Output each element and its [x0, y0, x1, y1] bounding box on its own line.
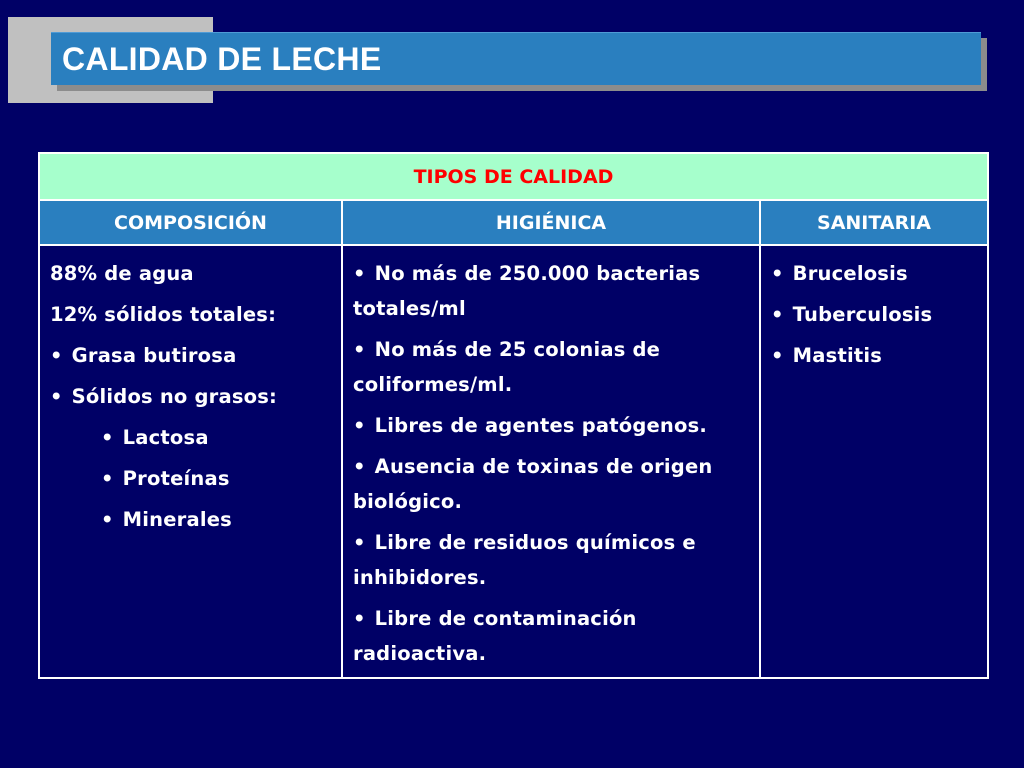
list-item-text: Ausencia de toxinas de origen biológico.: [353, 455, 713, 513]
list-item-text: Libres de agentes patógenos.: [374, 414, 708, 437]
column-header-higienica: HIGIÉNICA: [342, 200, 760, 245]
bullet-icon: •: [101, 467, 114, 490]
list-item-text: Minerales: [122, 508, 232, 531]
table-header-tipos: TIPOS DE CALIDAD: [39, 153, 988, 200]
list-item-text: Lactosa: [122, 426, 209, 449]
bullet-icon: •: [353, 414, 366, 437]
list-item-text: No más de 25 colonias de coliformes/ml.: [353, 338, 661, 396]
bullet-icon: •: [50, 385, 63, 408]
list-item: [50, 502, 341, 537]
bullet-icon: •: [771, 262, 784, 285]
bullet-icon: •: [353, 531, 366, 554]
list-item: [771, 256, 987, 291]
list-item: [771, 297, 987, 332]
composicion-cell: [39, 245, 342, 678]
slide-title: CALIDAD DE LECHE: [62, 40, 382, 77]
list-item: [771, 338, 987, 373]
list-item: [353, 332, 759, 402]
quality-types-table: [38, 152, 989, 679]
list-item: [50, 461, 341, 496]
bullet-icon: •: [353, 455, 366, 478]
column-header-composicion: COMPOSICIÓN: [39, 200, 342, 245]
list-item: [50, 379, 341, 414]
list-item: [50, 338, 341, 373]
list-item-text: Mastitis: [792, 344, 883, 367]
bullet-icon: •: [50, 344, 63, 367]
list-item: [353, 601, 759, 671]
list-item: [353, 256, 759, 326]
list-item-text: No más de 250.000 bacterias totales/ml: [353, 262, 701, 320]
bullet-icon: •: [353, 338, 366, 361]
list-item-text: Brucelosis: [792, 262, 908, 285]
list-item: [50, 297, 341, 332]
bullet-icon: •: [101, 426, 114, 449]
list-item: [50, 420, 341, 455]
list-item-text: Tuberculosis: [792, 303, 933, 326]
bullet-icon: •: [101, 508, 114, 531]
list-item: [353, 408, 759, 443]
list-item: [353, 525, 759, 595]
list-item-text: Proteínas: [122, 467, 230, 490]
title-bar: [51, 32, 981, 85]
higienica-cell: [342, 245, 760, 678]
list-item-text: Grasa butirosa: [71, 344, 237, 367]
list-item-text: Libre de contaminación radioactiva.: [353, 607, 637, 665]
table-header-row: [39, 153, 988, 200]
table-body-row: [39, 245, 988, 678]
list-item-text: Sólidos no grasos:: [71, 385, 278, 408]
list-item: [50, 256, 341, 291]
list-item: [353, 449, 759, 519]
bullet-icon: •: [771, 344, 784, 367]
bullet-icon: •: [353, 262, 366, 285]
bullet-icon: •: [353, 607, 366, 630]
sanitaria-cell: [760, 245, 988, 678]
list-item-text: 88% de agua: [50, 262, 194, 285]
list-item-text: 12% sólidos totales:: [50, 303, 277, 326]
column-header-sanitaria: SANITARIA: [760, 200, 988, 245]
bullet-icon: •: [771, 303, 784, 326]
list-item-text: Libre de residuos químicos e inhibidores.: [353, 531, 696, 589]
table-column-row: [39, 200, 988, 245]
